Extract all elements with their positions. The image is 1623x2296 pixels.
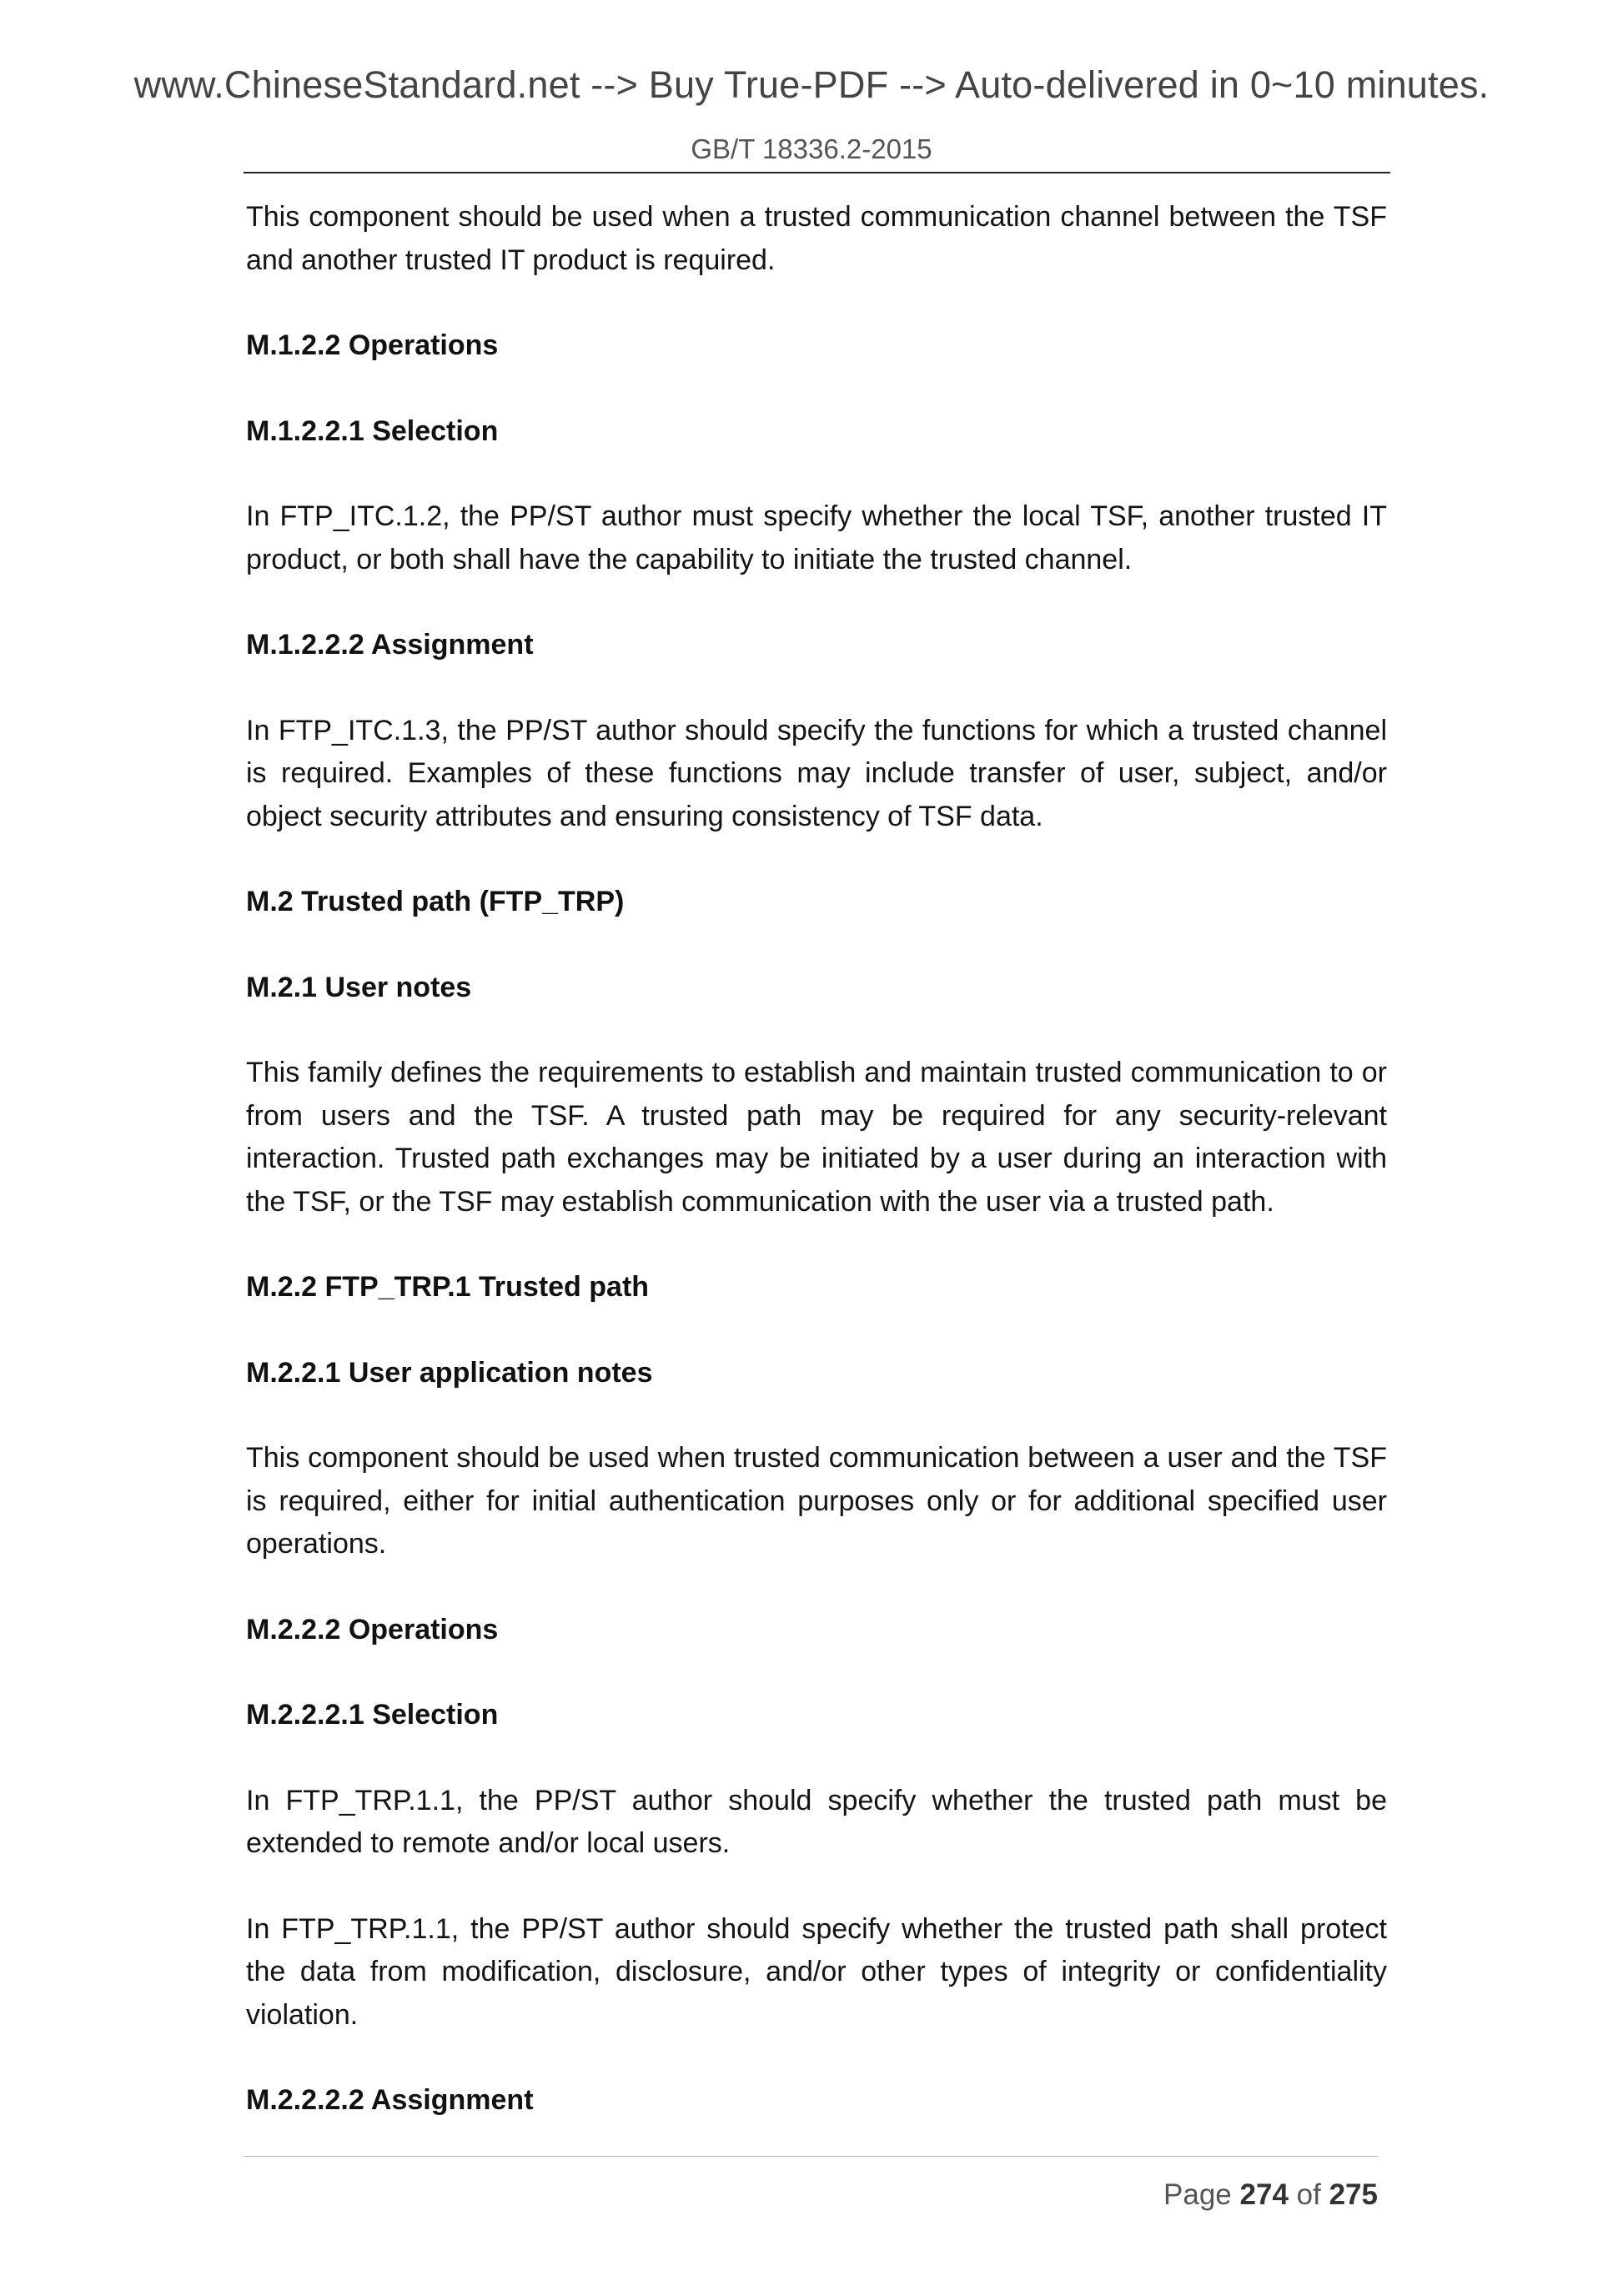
page-current: 274 <box>1239 2178 1289 2211</box>
paragraph-itc-assignment: In FTP_ITC.1.3, the PP/ST author should specify the functions for which a trusted channel is required. Examples of these functions may include transfer of user, subject, and/or object security attributes and ensuring consistency of TSF data. <box>246 714 1387 832</box>
document-body <box>246 196 1387 2165</box>
paragraph-trp-selection-users: In FTP_TRP.1.1, the PP/ST author should specify whether the trusted path must be extended to remote and/or local users. <box>246 1784 1387 1859</box>
heading-m2-1: M.2.1 User notes <box>246 971 472 1003</box>
heading-m2-2: M.2.2 FTP_TRP.1 Trusted path <box>246 1271 650 1303</box>
heading-m1-2-2-2: M.1.2.2.2 Assignment <box>246 629 534 661</box>
paragraph-trp-selection-protection: In FTP_TRP.1.1, the PP/ST author should specify whether the trusted path shall protect the data from modification, disclosure, and/or other types of integrity or confidentiality violation. <box>246 1912 1387 2031</box>
heading-m1-2-2-1: M.1.2.2.1 Selection <box>246 414 499 447</box>
heading-m2-2-2-1: M.2.2.2.1 Selection <box>246 1699 499 1731</box>
footer-divider <box>244 2156 1378 2157</box>
page-number <box>1084 2178 1378 2212</box>
page-of: of <box>1296 2178 1321 2211</box>
paragraph-itc-usage: This component should be used when a trusted communication channel between the TSF and another trusted IT product is required. <box>246 201 1387 276</box>
heading-m2-2-1: M.2.2.1 User application notes <box>246 1356 653 1389</box>
heading-m2-2-2-2: M.2.2.2.2 Assignment <box>246 2084 534 2116</box>
paragraph-trp-application-notes: This component should be used when trusted communication between a user and the TSF is required, either for initial authentication purposes only or for additional specified user operations. <box>246 1442 1387 1560</box>
paragraph-trp-user-notes: This family defines the requirements to establish and maintain trusted communication to or from users and the TSF. A trusted path may be required for any security-relevant interaction. Trusted path exchanges may be initiated by a user during an interaction with the TSF, or the TSF may establish communication with the user via a trusted path. <box>246 1057 1387 1218</box>
page-prefix: Page <box>1163 2178 1232 2211</box>
paragraph-itc-selection: In FTP_ITC.1.2, the PP/ST author must specify whether the local TSF, another trusted IT product, or both shall have the capability to initiate the trusted channel. <box>246 500 1387 575</box>
site-banner[interactable]: www.ChineseStandard.net --> Buy True-PDF --> Auto-delivered in 0~10 minutes. <box>133 63 1490 106</box>
header-divider <box>244 172 1390 173</box>
heading-m1-2-2: M.1.2.2 Operations <box>246 329 499 361</box>
page-total: 275 <box>1329 2178 1378 2211</box>
standard-id: GB/T 18336.2-2015 <box>691 133 932 164</box>
heading-m2: M.2 Trusted path (FTP_TRP) <box>246 886 625 917</box>
heading-m2-2-2: M.2.2.2 Operations <box>246 1613 499 1645</box>
